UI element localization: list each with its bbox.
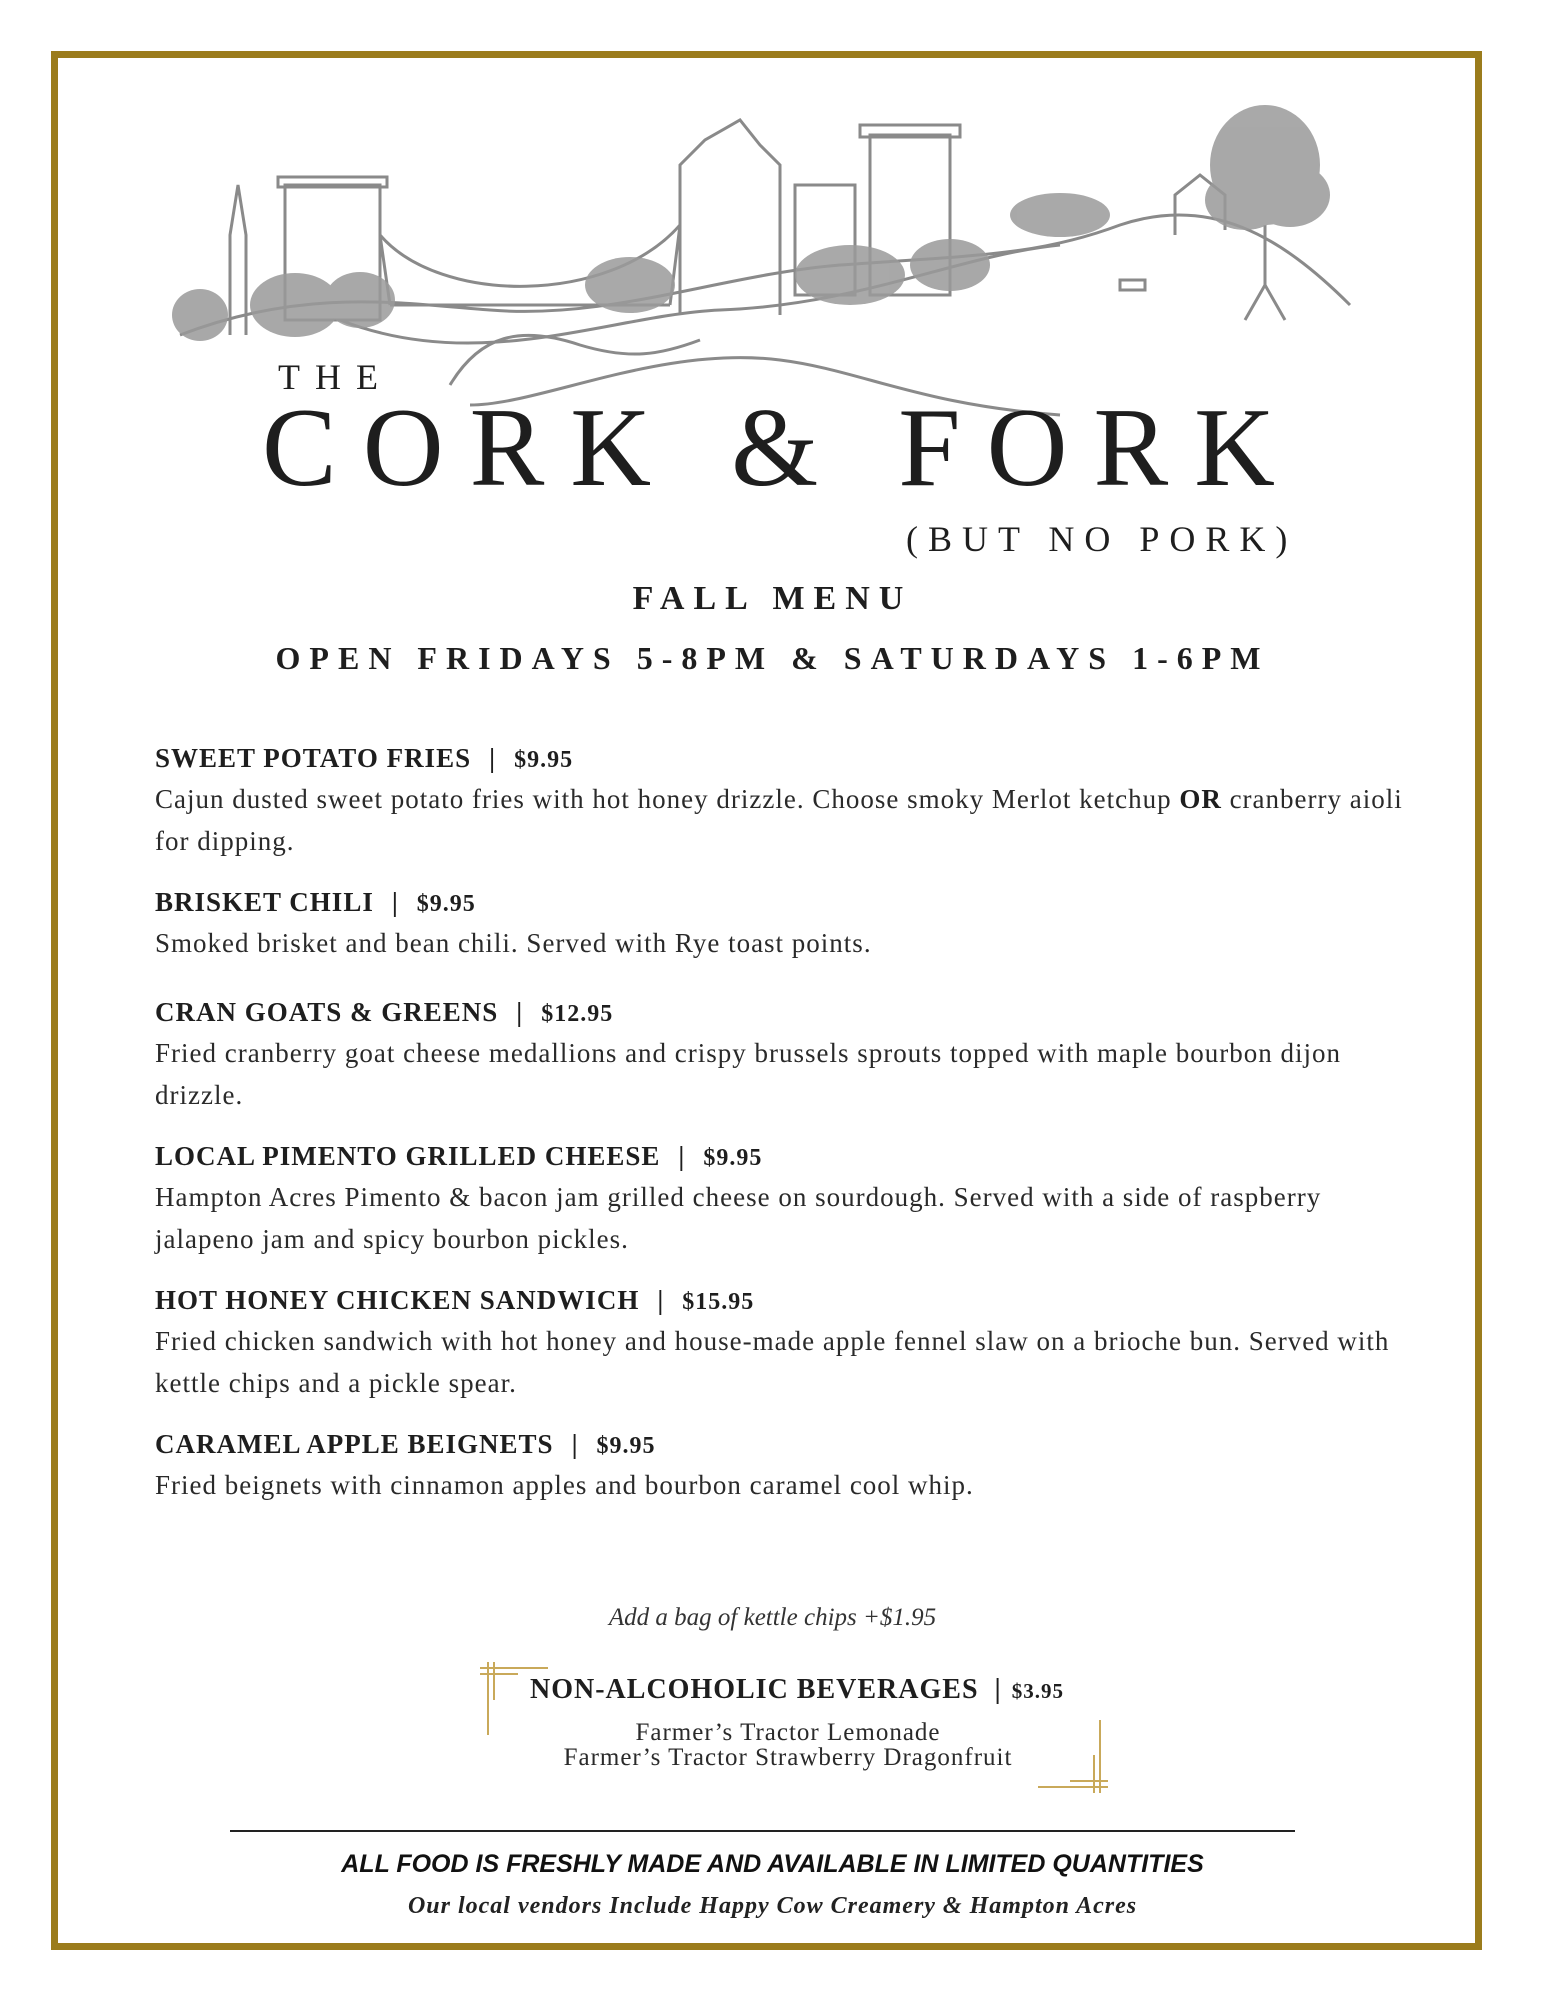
opening-hours: OPEN FRIDAYS 5-8PM & SATURDAYS 1-6PM (275, 640, 1270, 676)
beverages-price: $3.95 (1011, 1679, 1064, 1703)
item-name: CRAN GOATS & GREENS (155, 997, 499, 1027)
item-name: BRISKET CHILI (155, 887, 374, 917)
item-price: $12.95 (541, 1001, 614, 1027)
item-separator: | (657, 1285, 665, 1315)
menu-title: FALL MENU (632, 580, 913, 617)
beverage-item: Farmer’s Tractor Strawberry Dragonfruit (563, 1744, 1013, 1771)
item-separator: | (516, 997, 524, 1027)
item-price: $9.95 (703, 1145, 763, 1171)
item-name: CARAMEL APPLE BEIGNETS (155, 1429, 554, 1459)
item-description (155, 778, 1405, 862)
item-price: $9.95 (416, 891, 476, 917)
item-description-text: Cajun dusted sweet potato fries with hot honey drizzle. Choose smoky Merlot ketchup (155, 784, 1180, 814)
item-name: SWEET POTATO FRIES (155, 743, 472, 773)
freshness-notice: ALL FOOD IS FRESHLY MADE AND AVAILABLE IN LIMITED QUANTITIES (341, 1850, 1204, 1878)
beverages-separator: | (994, 1674, 1002, 1705)
local-vendors-note: Our local vendors Include Happy Cow Creamery & Hampton Acres (407, 1893, 1138, 1919)
addon-note: Add a bag of kettle chips +$1.95 (608, 1604, 937, 1631)
menu-item (155, 1136, 1405, 1260)
beverages-list (478, 1720, 1098, 1770)
item-separator: | (391, 887, 399, 917)
item-price: $9.95 (514, 747, 574, 773)
item-description: Fried cranberry goat cheese medallions and crispy brussels sprouts topped with maple bourbon dijon drizzle. (155, 1038, 1342, 1110)
menu-item (155, 1424, 1405, 1506)
beverages-title: NON-ALCOHOLIC BEVERAGES (530, 1674, 979, 1705)
item-separator: | (571, 1429, 579, 1459)
footer-divider (230, 1830, 1295, 1832)
menu-item (155, 882, 1405, 964)
item-price: $15.95 (682, 1289, 755, 1315)
item-name: HOT HONEY CHICKEN SANDWICH (155, 1285, 640, 1315)
menu-item (155, 992, 1405, 1116)
beverages-section (478, 1660, 1098, 1790)
menu-item (155, 1280, 1405, 1404)
restaurant-name: CORK & FORK (262, 386, 1302, 510)
item-description: Fried chicken sandwich with hot honey and house-made apple fennel slaw on a brioche bun. Served with kettle chips and a pickle spear. (155, 1326, 1390, 1398)
item-description: Smoked brisket and bean chili. Served with Rye toast points. (155, 928, 872, 958)
restaurant-tagline: (BUT NO PORK) (906, 519, 1298, 559)
item-description-text: cranberry aioli for dipping. (155, 784, 1403, 856)
beverage-item: Farmer’s Tractor Lemonade (635, 1719, 941, 1746)
title-prefix: THE (278, 357, 393, 397)
item-description: Hampton Acres Pimento & bacon jam grilled cheese on sourdough. Served with a side of raspberry jalapeno jam and spicy bourbon pickles. (155, 1182, 1322, 1254)
item-description-emphasis: OR (1179, 784, 1222, 814)
item-price: $9.95 (596, 1433, 656, 1459)
item-name: LOCAL PIMENTO GRILLED CHEESE (155, 1141, 661, 1171)
menu-item (155, 738, 1405, 862)
item-separator: | (489, 743, 497, 773)
item-separator: | (678, 1141, 686, 1171)
item-description: Fried beignets with cinnamon apples and bourbon caramel cool whip. (155, 1470, 974, 1500)
beverages-heading (530, 1674, 1064, 1706)
menu-items (155, 738, 1405, 1506)
